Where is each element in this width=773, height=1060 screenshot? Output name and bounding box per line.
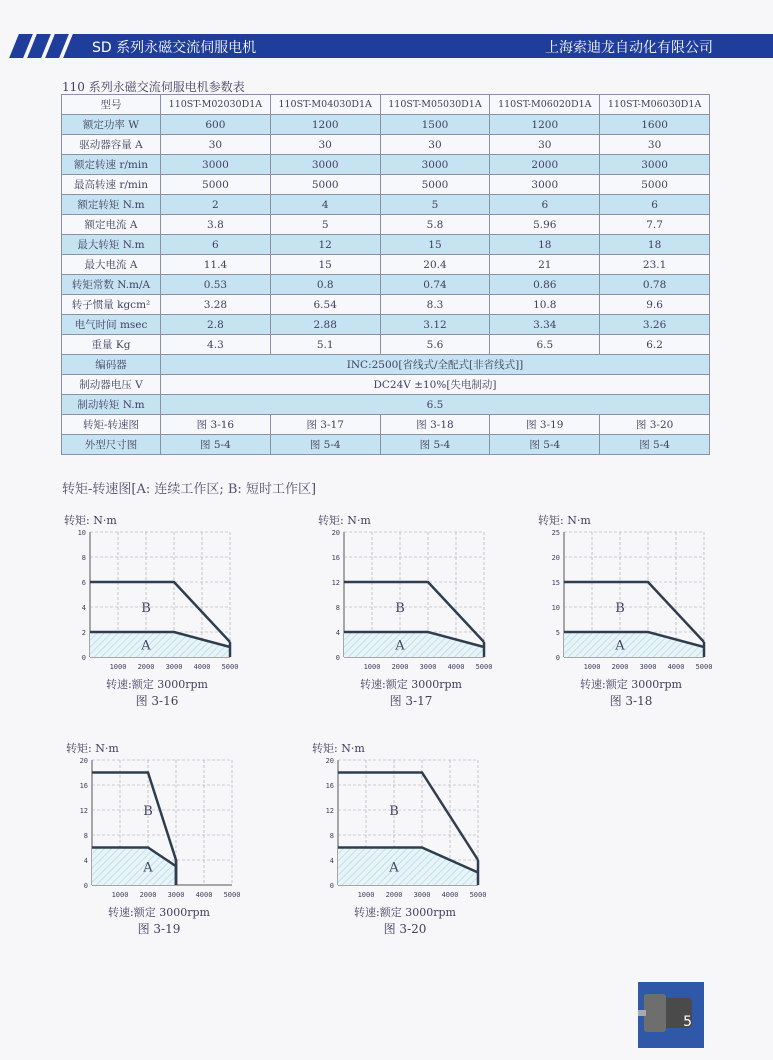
header-banner: [14, 34, 773, 58]
table-row: [62, 135, 710, 155]
table-cell: 30: [490, 135, 600, 155]
table-cell: 1200: [490, 115, 600, 135]
table-cell: 0.86: [490, 275, 600, 295]
y-tick-label: 16: [331, 554, 340, 562]
spec-table: [61, 94, 710, 455]
table-cell: 2.8: [161, 315, 271, 335]
table-cell: 2: [161, 195, 271, 215]
table-cell: 30: [380, 135, 490, 155]
table-cell: 10.8: [490, 295, 600, 315]
x-tick-label: 5000: [695, 663, 713, 671]
y-tick-label: 20: [551, 554, 560, 562]
y-tick-label: 5: [555, 629, 560, 637]
table-cell: 1500: [380, 115, 490, 135]
y-tick-label: 10: [77, 529, 86, 537]
x-tick-label: 1000: [357, 891, 375, 899]
table-cell: INC:2500[省线式/全配式[非省线式]]: [161, 355, 710, 375]
row-label: 制动器电压 V: [62, 375, 161, 395]
row-label: 重量 Kg: [62, 335, 161, 355]
table-cell: 18: [600, 235, 710, 255]
table-cell: 2.88: [270, 315, 380, 335]
y-tick-label: 8: [329, 832, 334, 840]
row-label: 转矩常数 N.m/A: [62, 275, 161, 295]
x-tick-label: 4000: [193, 663, 211, 671]
y-tick-label: 12: [325, 807, 334, 815]
table-cell: 1200: [270, 115, 380, 135]
table-cell: 3000: [380, 155, 490, 175]
table-row: [62, 115, 710, 135]
table-cell: 5000: [600, 175, 710, 195]
motor-flange: [644, 994, 666, 1032]
table-title: 110 系列永磁交流伺服电机参数表: [62, 80, 245, 94]
y-tick-label: 15: [551, 579, 560, 587]
table-cell: 6.5: [161, 395, 710, 415]
row-label: 额定转矩 N.m: [62, 195, 161, 215]
x-axis-label: 转速:额定 3000rpm: [106, 678, 208, 691]
table-row: [62, 235, 710, 255]
table-cell: 图 5-4: [490, 435, 600, 455]
x-tick-label: 2000: [385, 891, 403, 899]
table-cell: 图 5-4: [380, 435, 490, 455]
table-row: [62, 175, 710, 195]
continuous-area: [344, 632, 484, 657]
table-cell: 4: [270, 195, 380, 215]
curves-title: 转矩-转速图[A: 连续工作区; B: 短时工作区]: [62, 482, 317, 497]
figure-caption: 图 3-19: [137, 922, 181, 936]
x-tick-label: 2000: [139, 891, 157, 899]
x-tick-label: 2000: [391, 663, 409, 671]
table-cell: 5000: [380, 175, 490, 195]
model-header: 110ST-M04030D1A: [270, 95, 380, 115]
table-row: [62, 215, 710, 235]
table-cell: 图 3-19: [490, 415, 600, 435]
model-header: 110ST-M06020D1A: [490, 95, 600, 115]
x-axis-label: 转速:额定 3000rpm: [354, 906, 456, 919]
y-tick-label: 10: [551, 604, 560, 612]
region-label-b: B: [395, 601, 405, 616]
continuous-area: [90, 632, 230, 657]
model-header: 110ST-M02030D1A: [161, 95, 271, 115]
y-axis-label: 转矩: N·m: [312, 742, 365, 755]
table-cell: 图 5-4: [161, 435, 271, 455]
table-cell: 1600: [600, 115, 710, 135]
table-row: [62, 355, 710, 375]
y-tick-label: 8: [83, 832, 88, 840]
region-label-b: B: [143, 804, 153, 819]
x-tick-label: 1000: [109, 663, 127, 671]
y-tick-label: 16: [79, 782, 88, 790]
y-tick-label: 0: [335, 654, 340, 662]
x-tick-label: 3000: [419, 663, 437, 671]
figure-caption: 图 3-18: [609, 694, 653, 708]
y-axis-label: 转矩: N·m: [66, 742, 119, 755]
table-cell: 0.53: [161, 275, 271, 295]
y-axis-label: 转矩: N·m: [538, 514, 591, 527]
row-label: 额定电流 A: [62, 215, 161, 235]
table-cell: 3000: [270, 155, 380, 175]
table-cell: 23.1: [600, 255, 710, 275]
table-cell: 5.96: [490, 215, 600, 235]
table-row: [62, 295, 710, 315]
table-cell: 5: [270, 215, 380, 235]
x-axis-label: 转速:额定 3000rpm: [108, 906, 210, 919]
table-cell: 30: [161, 135, 271, 155]
torque-speed-chart: [316, 512, 506, 727]
table-cell: 3.28: [161, 295, 271, 315]
torque-speed-chart: [64, 740, 254, 955]
company-name: 上海索迪龙自动化有限公司: [545, 40, 713, 56]
x-tick-label: 3000: [167, 891, 185, 899]
table-cell: 6.2: [600, 335, 710, 355]
x-tick-label: 3000: [639, 663, 657, 671]
y-tick-label: 0: [329, 882, 334, 890]
region-label-a: A: [395, 638, 405, 654]
model-header: 110ST-M05030D1A: [380, 95, 490, 115]
row-label: 转矩-转速图: [62, 415, 161, 435]
y-tick-label: 0: [555, 654, 560, 662]
row-label: 驱动器容量 A: [62, 135, 161, 155]
x-tick-label: 1000: [583, 663, 601, 671]
row-label: 转子惯量 kgcm²: [62, 295, 161, 315]
row-label: 型号: [62, 95, 161, 115]
region-label-b: B: [615, 601, 625, 616]
y-tick-label: 12: [331, 579, 340, 587]
y-tick-label: 8: [335, 604, 340, 612]
chart-plot: [536, 526, 726, 676]
table-cell: DC24V ±10%[失电制动]: [161, 375, 710, 395]
table-row: [62, 375, 710, 395]
chart-plot: [316, 526, 506, 676]
header-title: SD 系列永磁交流伺服电机: [92, 40, 257, 56]
table-cell: 图 3-20: [600, 415, 710, 435]
table-cell: 5.8: [380, 215, 490, 235]
table-cell: 0.74: [380, 275, 490, 295]
y-tick-label: 4: [81, 604, 86, 612]
table-row: [62, 195, 710, 215]
figure-caption: 图 3-17: [389, 694, 433, 708]
x-tick-label: 4000: [195, 891, 213, 899]
row-label: 最大电流 A: [62, 255, 161, 275]
row-label: 电气时间 msec: [62, 315, 161, 335]
y-tick-label: 0: [83, 882, 88, 890]
y-tick-label: 12: [79, 807, 88, 815]
x-tick-label: 4000: [447, 663, 465, 671]
table-cell: 0.78: [600, 275, 710, 295]
table-cell: 3.8: [161, 215, 271, 235]
x-tick-label: 1000: [111, 891, 129, 899]
table-row: [62, 395, 710, 415]
table-cell: 图 3-17: [270, 415, 380, 435]
table-cell: 9.6: [600, 295, 710, 315]
region-label-a: A: [389, 860, 399, 876]
y-tick-label: 8: [81, 554, 86, 562]
x-tick-label: 5000: [223, 891, 241, 899]
torque-speed-chart: [310, 740, 500, 955]
x-tick-label: 4000: [667, 663, 685, 671]
x-tick-label: 2000: [611, 663, 629, 671]
table-cell: 5.6: [380, 335, 490, 355]
x-tick-label: 2000: [137, 663, 155, 671]
table-cell: 图 3-18: [380, 415, 490, 435]
x-tick-label: 3000: [413, 891, 431, 899]
table-cell: 7.7: [600, 215, 710, 235]
table-cell: 3.34: [490, 315, 600, 335]
continuous-area: [92, 848, 176, 886]
table-cell: 6: [490, 195, 600, 215]
table-cell: 30: [600, 135, 710, 155]
table-cell: 6: [600, 195, 710, 215]
row-label: 编码器: [62, 355, 161, 375]
table-cell: 图 3-16: [161, 415, 271, 435]
region-label-b: B: [389, 804, 399, 819]
y-tick-label: 4: [329, 857, 334, 865]
table-cell: 600: [161, 115, 271, 135]
table-row: [62, 255, 710, 275]
table-row: [62, 155, 710, 175]
table-cell: 图 5-4: [600, 435, 710, 455]
table-cell: 4.3: [161, 335, 271, 355]
y-tick-label: 4: [83, 857, 88, 865]
row-label: 额定功率 W: [62, 115, 161, 135]
chart-plot: [64, 754, 254, 904]
y-tick-label: 2: [81, 629, 86, 637]
table-cell: 5000: [161, 175, 271, 195]
y-tick-label: 20: [79, 757, 88, 765]
table-cell: 3.26: [600, 315, 710, 335]
table-cell: 21: [490, 255, 600, 275]
table-row: [62, 435, 710, 455]
torque-speed-chart: [62, 512, 252, 727]
table-cell: 3000: [161, 155, 271, 175]
table-cell: 12: [270, 235, 380, 255]
chart-plot: [62, 526, 252, 676]
table-cell: 15: [270, 255, 380, 275]
table-cell: 30: [270, 135, 380, 155]
table-header-row: [62, 95, 710, 115]
table-cell: 3000: [600, 155, 710, 175]
table-row: [62, 415, 710, 435]
table-cell: 5: [380, 195, 490, 215]
y-tick-label: 20: [325, 757, 334, 765]
x-axis-label: 转速:额定 3000rpm: [580, 678, 682, 691]
table-cell: 2000: [490, 155, 600, 175]
region-label-a: A: [615, 638, 625, 654]
table-cell: 11.4: [161, 255, 271, 275]
row-label: 制动转矩 N.m: [62, 395, 161, 415]
y-tick-label: 16: [325, 782, 334, 790]
table-cell: 15: [380, 235, 490, 255]
continuous-area: [338, 848, 478, 886]
table-cell: 8.3: [380, 295, 490, 315]
table-cell: 图 5-4: [270, 435, 380, 455]
figure-caption: 图 3-16: [135, 694, 179, 708]
figure-caption: 图 3-20: [383, 922, 427, 936]
page-footer-badge: [638, 982, 704, 1048]
y-tick-label: 20: [331, 529, 340, 537]
table-row: [62, 275, 710, 295]
table-cell: 20.4: [380, 255, 490, 275]
region-label-a: A: [141, 638, 151, 654]
row-label: 最大转矩 N.m: [62, 235, 161, 255]
page-number: 5: [683, 1014, 692, 1030]
x-tick-label: 5000: [475, 663, 493, 671]
model-header: 110ST-M06030D1A: [600, 95, 710, 115]
chart-plot: [310, 754, 500, 904]
table-cell: 6: [161, 235, 271, 255]
table-cell: 6.54: [270, 295, 380, 315]
table-cell: 5000: [270, 175, 380, 195]
motor-shaft: [638, 1010, 646, 1016]
table-cell: 3000: [490, 175, 600, 195]
table-cell: 0.8: [270, 275, 380, 295]
table-row: [62, 315, 710, 335]
row-label: 额定转速 r/min: [62, 155, 161, 175]
table-row: [62, 335, 710, 355]
x-axis-label: 转速:额定 3000rpm: [360, 678, 462, 691]
x-tick-label: 5000: [469, 891, 487, 899]
region-label-b: B: [141, 601, 151, 616]
x-tick-label: 1000: [363, 663, 381, 671]
table-cell: 18: [490, 235, 600, 255]
table-cell: 3.12: [380, 315, 490, 335]
continuous-area: [564, 632, 704, 657]
y-axis-label: 转矩: N·m: [64, 514, 117, 527]
x-tick-label: 4000: [441, 891, 459, 899]
torque-speed-chart: [536, 512, 726, 727]
y-tick-label: 6: [81, 579, 86, 587]
row-label: 外型尺寸图: [62, 435, 161, 455]
y-tick-label: 4: [335, 629, 340, 637]
table-cell: 5.1: [270, 335, 380, 355]
region-label-a: A: [143, 860, 153, 876]
row-label: 最高转速 r/min: [62, 175, 161, 195]
y-tick-label: 0: [81, 654, 86, 662]
y-axis-label: 转矩: N·m: [318, 514, 371, 527]
table-cell: 6.5: [490, 335, 600, 355]
y-tick-label: 25: [551, 529, 560, 537]
x-tick-label: 3000: [165, 663, 183, 671]
x-tick-label: 5000: [221, 663, 239, 671]
